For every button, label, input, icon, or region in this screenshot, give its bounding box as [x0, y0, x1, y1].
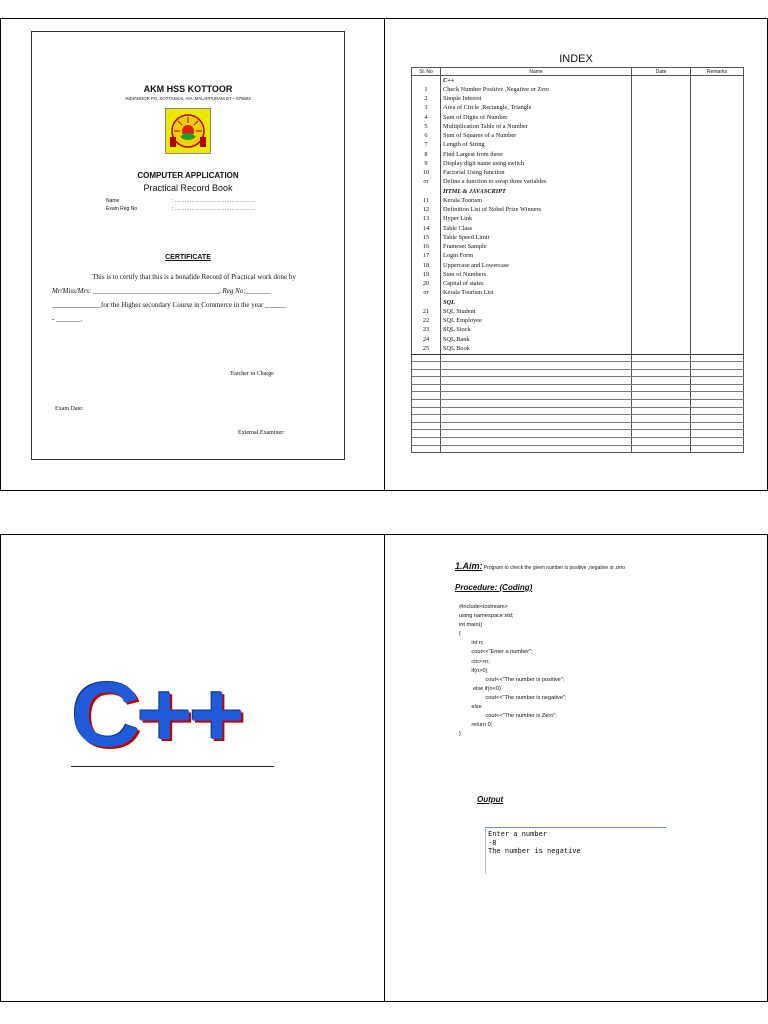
index-name: Sum of Squares of a Number	[441, 132, 632, 141]
output-console	[485, 827, 666, 874]
index-date	[632, 252, 691, 261]
index-name: Login Form	[441, 252, 632, 261]
index-remarks	[691, 178, 744, 187]
code-line: int main()	[459, 622, 483, 629]
index-empty-cell	[691, 384, 744, 392]
cover-border	[31, 31, 345, 460]
index-row	[412, 95, 744, 104]
index-empty-cell	[691, 438, 744, 446]
index-sl-no: 13	[412, 215, 441, 224]
index-row	[412, 159, 744, 168]
index-remarks	[691, 252, 744, 261]
code-line: #include<iostream>	[459, 604, 508, 610]
index-row	[412, 307, 744, 316]
index-empty-cell	[632, 438, 691, 446]
index-date	[632, 150, 691, 159]
index-sl-no: or	[412, 289, 441, 298]
index-date	[632, 113, 691, 122]
index-empty-cell	[412, 415, 441, 423]
index-sl-no: 22	[412, 317, 441, 326]
index-date	[632, 132, 691, 141]
header-sl-no: Sl. No	[412, 68, 441, 76]
index-empty-cell	[632, 354, 691, 362]
index-date	[632, 243, 691, 252]
exam-date: Exam Date:	[55, 406, 84, 412]
index-sl-no: 14	[412, 224, 441, 233]
index-remarks	[691, 215, 744, 224]
index-empty-cell	[412, 392, 441, 400]
code-line: if(n>0)	[459, 667, 488, 674]
index-empty-cell	[691, 407, 744, 415]
index-date	[632, 233, 691, 242]
school-address: INDIANOOR PO, KOTTAKKAL VIA ,MALAPPURAM DT – 676503	[125, 96, 251, 101]
index-empty-cell	[691, 377, 744, 385]
index-name: Find Largest from three	[441, 150, 632, 159]
procedure-heading: Procedure: (Coding)	[455, 583, 533, 592]
index-name: SQL Student	[441, 307, 632, 316]
name-field	[106, 198, 255, 204]
index-date	[632, 307, 691, 316]
external-examiner: External Examiner:	[238, 430, 285, 436]
index-empty-cell	[441, 407, 632, 415]
index-date	[632, 298, 691, 307]
index-date	[632, 122, 691, 131]
index-empty-cell	[632, 377, 691, 385]
school-logo-icon	[165, 108, 211, 154]
program-page	[384, 534, 768, 1002]
index-sl-no: 4	[412, 113, 441, 122]
reg-field	[106, 206, 255, 212]
index-row	[412, 196, 744, 205]
index-sl-no: 9	[412, 159, 441, 168]
index-empty-cell	[691, 430, 744, 438]
index-name: Kerala Tourism	[441, 196, 632, 205]
title-underline	[71, 766, 274, 767]
index-row	[412, 261, 744, 270]
code-line: else	[459, 704, 482, 711]
index-sl-no	[412, 298, 441, 307]
index-row	[412, 270, 744, 279]
index-empty-cell	[441, 369, 632, 377]
index-remarks	[691, 76, 744, 86]
index-sl-no: 7	[412, 141, 441, 150]
index-date	[632, 261, 691, 270]
index-remarks	[691, 280, 744, 289]
index-empty-cell	[412, 438, 441, 446]
index-name: Table Speed Limit	[441, 233, 632, 242]
index-empty-cell	[441, 422, 632, 430]
index-name: Area of Circle ,Rectangle, Triangle	[441, 104, 632, 113]
index-name: Define a function to swap three variables	[441, 178, 632, 187]
index-row	[412, 178, 744, 187]
code-line: cin>>n;	[459, 658, 490, 665]
index-empty-row	[412, 407, 744, 415]
index-remarks	[691, 196, 744, 205]
code-line: else if(n<0)	[459, 685, 501, 692]
index-empty-cell	[691, 422, 744, 430]
index-remarks	[691, 113, 744, 122]
index-empty-cell	[691, 400, 744, 408]
index-remarks	[691, 298, 744, 307]
index-empty-cell	[441, 415, 632, 423]
index-empty-cell	[691, 369, 744, 377]
index-sl-no: 11	[412, 196, 441, 205]
index-row	[412, 215, 744, 224]
index-header-row	[412, 68, 744, 76]
index-row	[412, 344, 744, 354]
output-heading: Output	[477, 795, 504, 804]
book-title: Practical Record Book	[143, 183, 233, 193]
index-name: Definition List of Nobel Prize Winners	[441, 206, 632, 215]
index-sl-no: 23	[412, 326, 441, 335]
index-empty-cell	[441, 377, 632, 385]
index-name: Uppercase and Lowercase	[441, 261, 632, 270]
index-page	[384, 18, 768, 491]
index-empty-cell	[691, 415, 744, 423]
name-label: Name	[106, 198, 120, 204]
index-date	[632, 85, 691, 94]
index-row	[412, 252, 744, 261]
index-empty-cell	[632, 384, 691, 392]
reg-value: : …………………………………………	[172, 206, 255, 212]
index-empty-cell	[632, 392, 691, 400]
index-row	[412, 335, 744, 344]
index-remarks	[691, 159, 744, 168]
index-name: HTML & JAVASCRIPT	[441, 187, 632, 196]
index-empty-row	[412, 384, 744, 392]
index-empty-row	[412, 392, 744, 400]
index-remarks	[691, 122, 744, 131]
index-sl-no: 12	[412, 206, 441, 215]
index-sl-no: 19	[412, 270, 441, 279]
teacher-in-charge: Teacher in Charge	[230, 371, 274, 377]
index-sl-no: 18	[412, 261, 441, 270]
index-row	[412, 141, 744, 150]
index-row	[412, 280, 744, 289]
index-remarks	[691, 85, 744, 94]
index-row	[412, 224, 744, 233]
index-date	[632, 196, 691, 205]
index-empty-cell	[632, 415, 691, 423]
index-row	[412, 206, 744, 215]
index-remarks	[691, 104, 744, 113]
cert-line-3: ______________for the Higher secondary Course in Commerce in the year ______	[52, 301, 287, 309]
index-sl-no: 17	[412, 252, 441, 261]
index-date	[632, 178, 691, 187]
index-empty-cell	[412, 445, 441, 453]
certificate-text	[52, 270, 336, 326]
index-date	[632, 280, 691, 289]
index-empty-cell	[632, 369, 691, 377]
index-sl-no: 10	[412, 169, 441, 178]
code-line: cout<<"The number is negative";	[459, 694, 567, 701]
index-name: Sum of Numbers	[441, 270, 632, 279]
index-row	[412, 113, 744, 122]
index-empty-row	[412, 400, 744, 408]
index-sl-no: 5	[412, 122, 441, 131]
cpp-title-page	[0, 534, 385, 1002]
index-empty-cell	[412, 400, 441, 408]
index-table	[411, 67, 744, 453]
index-row	[412, 85, 744, 94]
index-row	[412, 132, 744, 141]
index-remarks	[691, 132, 744, 141]
subject-title: COMPUTER APPLICATION	[137, 171, 239, 180]
index-row	[412, 150, 744, 159]
index-sl-no: 24	[412, 335, 441, 344]
index-empty-cell	[412, 422, 441, 430]
name-value: : …………………………………………	[172, 198, 255, 204]
index-date	[632, 224, 691, 233]
code-line: cout<<"The number is positive";	[459, 676, 565, 683]
index-remarks	[691, 335, 744, 344]
index-date	[632, 104, 691, 113]
index-sl-no: 2	[412, 95, 441, 104]
index-name: Simple Interest	[441, 95, 632, 104]
index-empty-cell	[632, 430, 691, 438]
code-block	[459, 603, 567, 739]
index-empty-cell	[441, 354, 632, 362]
index-empty-cell	[441, 430, 632, 438]
index-row	[412, 243, 744, 252]
console-line: -8	[488, 838, 497, 847]
index-empty-cell	[412, 430, 441, 438]
code-line: cout<<"Enter a number";	[459, 649, 533, 656]
aim-label: 1.Aim:	[455, 561, 483, 571]
index-empty-cell	[412, 384, 441, 392]
code-line: }	[459, 731, 461, 738]
index-empty-row	[412, 445, 744, 453]
index-name: C++	[441, 76, 632, 86]
cover-page	[0, 18, 385, 491]
index-empty-cell	[441, 362, 632, 370]
index-date	[632, 289, 691, 298]
index-empty-cell	[412, 407, 441, 415]
index-empty-row	[412, 377, 744, 385]
code-line: using namespace std;	[459, 613, 514, 620]
index-empty-cell	[691, 445, 744, 453]
index-sl-no: 6	[412, 132, 441, 141]
reg-label: Exam Reg No	[106, 206, 138, 212]
index-empty-cell	[441, 392, 632, 400]
code-line: cout<<"The number is Zero";	[459, 713, 557, 720]
code-line: return 0;	[459, 722, 493, 729]
index-date	[632, 270, 691, 279]
index-empty-row	[412, 438, 744, 446]
index-name: Factorial Using function	[441, 169, 632, 178]
index-remarks	[691, 95, 744, 104]
aim-text: Program to check the given number is positive ,negative or zero	[483, 565, 626, 571]
index-empty-cell	[441, 384, 632, 392]
index-remarks	[691, 344, 744, 354]
index-remarks	[691, 224, 744, 233]
header-remarks: Remarks	[691, 68, 744, 76]
certificate-title: CERTIFICATE	[165, 254, 211, 261]
index-remarks	[691, 233, 744, 242]
cpp-logo-text: C++	[71, 664, 242, 766]
index-remarks	[691, 270, 744, 279]
index-date	[632, 317, 691, 326]
index-section-row	[412, 298, 744, 307]
index-date	[632, 326, 691, 335]
index-remarks	[691, 326, 744, 335]
index-sl-no: 8	[412, 150, 441, 159]
index-name: Multiplication Table of a Number	[441, 122, 632, 131]
index-empty-cell	[441, 400, 632, 408]
index-empty-cell	[632, 400, 691, 408]
index-date	[632, 95, 691, 104]
index-row	[412, 326, 744, 335]
index-sl-no: 25	[412, 344, 441, 354]
index-empty-row	[412, 422, 744, 430]
index-row	[412, 317, 744, 326]
index-sl-no: 20	[412, 280, 441, 289]
index-empty-row	[412, 362, 744, 370]
index-row	[412, 122, 744, 131]
index-empty-cell	[632, 422, 691, 430]
header-name: Name	[441, 68, 632, 76]
index-remarks	[691, 141, 744, 150]
index-empty-row	[412, 430, 744, 438]
index-name: Check Number Positive ,Negative or Zero	[441, 85, 632, 94]
index-empty-cell	[412, 362, 441, 370]
index-remarks	[691, 261, 744, 270]
code-line: int n;	[459, 640, 484, 647]
index-row	[412, 169, 744, 178]
index-date	[632, 159, 691, 168]
index-name: Capital of states	[441, 280, 632, 289]
index-sl-no	[412, 187, 441, 196]
index-empty-cell	[632, 445, 691, 453]
index-remarks	[691, 150, 744, 159]
index-name: SQL Employee	[441, 317, 632, 326]
index-name: SQL Stock	[441, 326, 632, 335]
index-name: Table Class	[441, 224, 632, 233]
index-date	[632, 76, 691, 86]
index-sl-no	[412, 76, 441, 86]
school-name: AKM HSS KOTTOOR	[143, 84, 233, 94]
index-sl-no: or	[412, 178, 441, 187]
cert-line-4: - _______.	[52, 315, 83, 323]
index-empty-cell	[412, 377, 441, 385]
index-sl-no: 16	[412, 243, 441, 252]
cert-line-1: This is to certify that this is a bonafide Record of Practical work done by	[92, 273, 296, 281]
index-remarks	[691, 187, 744, 196]
index-name: Kerala Tourism List	[441, 289, 632, 298]
index-name: SQL Book	[441, 344, 632, 354]
index-empty-cell	[691, 392, 744, 400]
index-date	[632, 215, 691, 224]
index-sl-no: 21	[412, 307, 441, 316]
index-date	[632, 206, 691, 215]
index-empty-cell	[691, 354, 744, 362]
index-name: Hyper Link	[441, 215, 632, 224]
index-empty-cell	[412, 369, 441, 377]
index-empty-cell	[412, 354, 441, 362]
index-remarks	[691, 307, 744, 316]
code-line: {	[459, 631, 461, 638]
index-date	[632, 141, 691, 150]
header-date: Date	[632, 68, 691, 76]
index-empty-row	[412, 369, 744, 377]
console-line: The number is negative	[488, 847, 581, 856]
cert-line-2: Mr/Miss/Mrs: ____________________________________, Reg No:_______	[52, 287, 271, 295]
index-empty-cell	[632, 362, 691, 370]
index-remarks	[691, 317, 744, 326]
index-empty-row	[412, 415, 744, 423]
index-row	[412, 233, 744, 242]
index-empty-cell	[441, 445, 632, 453]
index-name: Frameset Sample	[441, 243, 632, 252]
index-sl-no: 3	[412, 104, 441, 113]
index-empty-row	[412, 354, 744, 362]
index-section-row	[412, 187, 744, 196]
index-name: Display digit name using switch	[441, 159, 632, 168]
index-remarks	[691, 243, 744, 252]
index-name: Sum of Digits of Number	[441, 113, 632, 122]
index-date	[632, 335, 691, 344]
index-sl-no: 1	[412, 85, 441, 94]
aim-line	[455, 561, 625, 571]
index-remarks	[691, 289, 744, 298]
index-empty-cell	[441, 438, 632, 446]
index-name: Length of String	[441, 141, 632, 150]
index-remarks	[691, 169, 744, 178]
index-remarks	[691, 206, 744, 215]
index-row	[412, 104, 744, 113]
index-sl-no: 15	[412, 233, 441, 242]
index-section-row	[412, 76, 744, 86]
console-text	[488, 830, 581, 856]
index-row	[412, 289, 744, 298]
console-line: Enter a number	[488, 830, 548, 838]
index-date	[632, 169, 691, 178]
index-date	[632, 344, 691, 354]
index-empty-cell	[691, 362, 744, 370]
index-empty-cell	[632, 407, 691, 415]
index-title: INDEX	[559, 53, 593, 65]
index-date	[632, 187, 691, 196]
index-name: SQL	[441, 298, 632, 307]
index-name: SQL Bank	[441, 335, 632, 344]
